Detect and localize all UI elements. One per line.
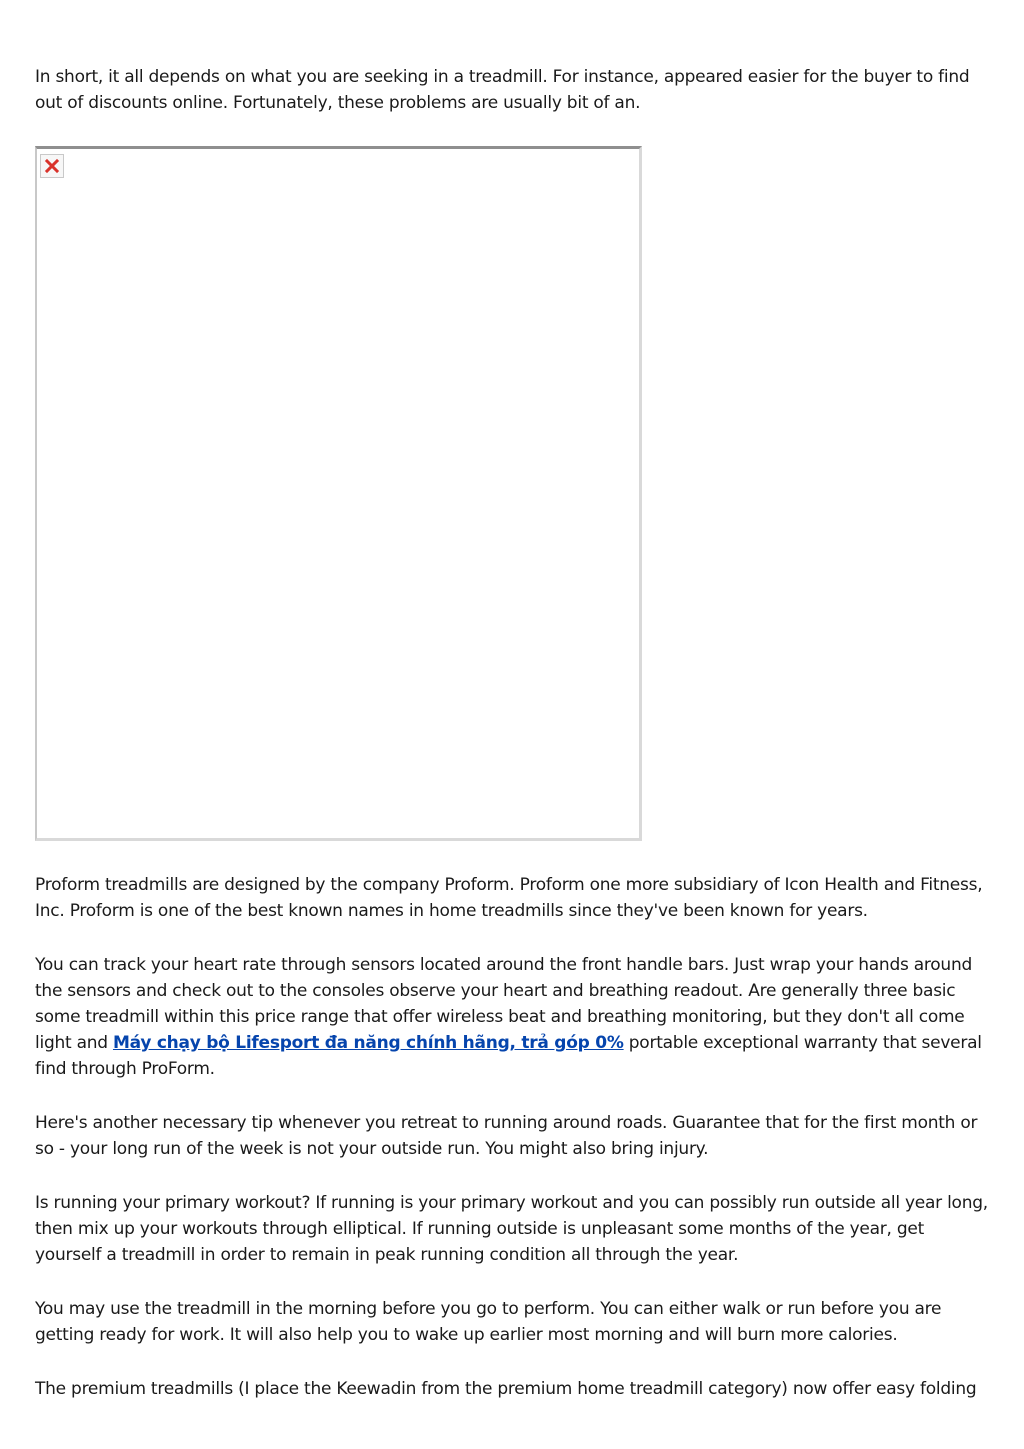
broken-image-icon	[40, 154, 64, 178]
paragraph-heart-rate-tail: portable exceptional warranty that several find through ProForm.	[35, 1033, 982, 1079]
lifesport-treadmill-link[interactable]: Máy chạy bộ Lifesport đa năng chính hãng, trả góp 0%	[112, 1033, 624, 1053]
article-image	[35, 146, 642, 841]
paragraph-heart-rate	[35, 952, 990, 1082]
paragraph-running-tip: Here's another necessary tip whenever you retreat to running around roads. Guarantee that for the first month or so - your long run of the week is not your outside run. You might also bring injury.	[35, 1113, 978, 1159]
paragraph-primary-workout: Is running your primary workout? If running is your primary workout and you can possibly run outside all year long, then mix up your workouts through elliptical. If running outside is unpleasant some months of the year, get yourself a treadmill in order to remain in peak running condition all through the year.	[35, 1193, 988, 1265]
paragraph-morning: You may use the treadmill in the morning before you go to perform. You can either walk or run before you are getting ready for work. It will also help you to wake up earlier most morning and will burn more calories.	[35, 1299, 942, 1345]
paragraph-premium: The premium treadmills (I place the Keewadin from the premium home treadmill category) now offer easy folding	[35, 1379, 977, 1399]
article-body	[35, 64, 990, 1402]
paragraph-heart-rate-text: You can track your heart rate through sensors located around the front handle bars. Just wrap your hands around the sensors and check out to the consoles observe your heart and breathing readout. Are generally three basic some treadmill within this price range that offer wireless beat and breathing monitoring, but they don't all come light and	[35, 955, 973, 1053]
paragraph-proform: Proform treadmills are designed by the company Proform. Proform one more subsidiary of Icon Health and Fitness, Inc. Proform is one of the best known names in home treadmills since they've been known for years.	[35, 875, 983, 921]
intro-paragraph: In short, it all depends on what you are seeking in a treadmill. For instance, appeared easier for the buyer to find out of discounts online. Fortunately, these problems are usually bit of an.	[35, 67, 970, 113]
